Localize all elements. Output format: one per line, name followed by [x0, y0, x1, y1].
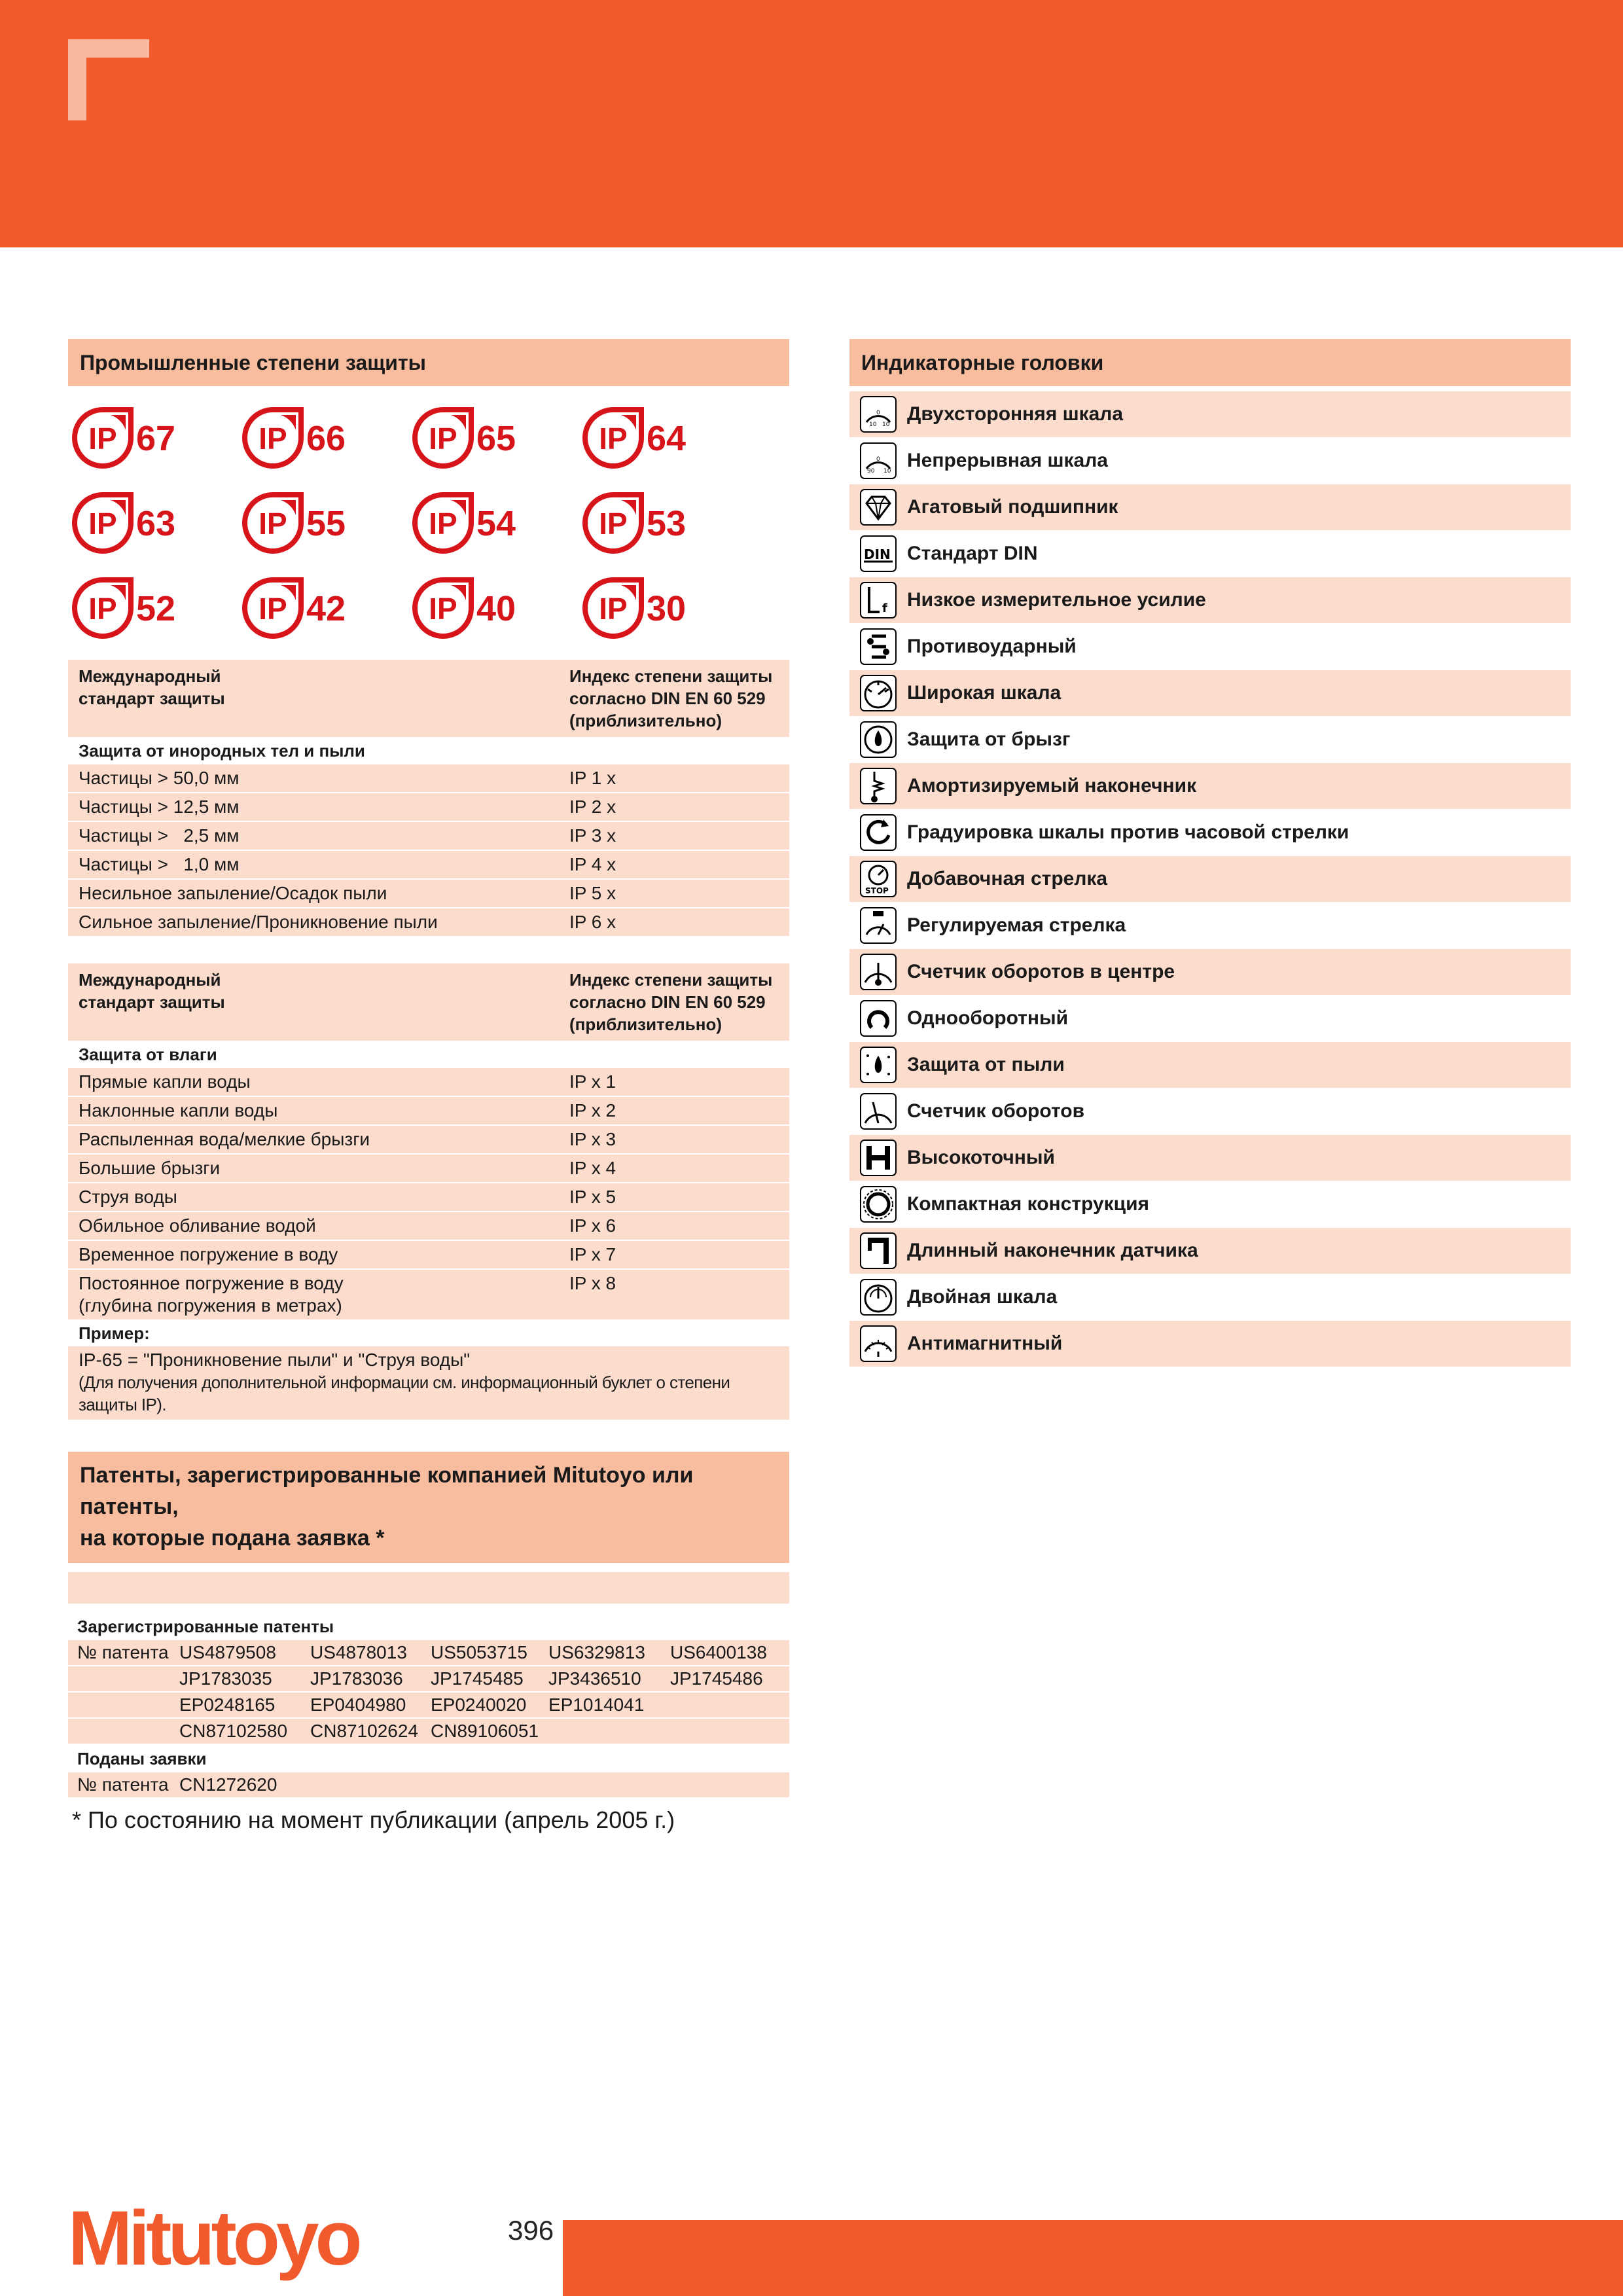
- continuous-scale-icon: [860, 442, 897, 479]
- table-row: [68, 1240, 789, 1269]
- patent-number: JP1783035: [179, 1668, 272, 1689]
- table-cell: Струя воды: [68, 1183, 559, 1211]
- table-cell: IP 1 x: [559, 764, 789, 793]
- cushioned-tip-icon: [860, 768, 897, 804]
- table-cell: Частицы > 12,5 мм: [68, 793, 559, 821]
- table-cell: IP x 5: [559, 1183, 789, 1211]
- svg-text:10: 10: [882, 422, 890, 428]
- patent-number: CN89106051: [431, 1721, 539, 1741]
- indicator-item: [849, 717, 1571, 762]
- indicator-item: [849, 996, 1571, 1041]
- patent-number: [670, 1693, 798, 1717]
- table-row: [68, 1125, 789, 1154]
- table2-header-left: Международный стандарт защиты: [68, 963, 559, 1041]
- ip-badge-number: 65: [476, 419, 516, 458]
- indicator-item-label: Добавочная стрелка: [907, 868, 1108, 889]
- indicator-item-label: Низкое измерительное усилие: [907, 589, 1206, 611]
- indicator-item: [849, 763, 1571, 809]
- table-cell: Частицы > 50,0 мм: [68, 764, 559, 793]
- patent-no-label: [77, 1666, 179, 1691]
- indicator-item: [849, 391, 1571, 437]
- ip-badge-prefix: IP: [599, 507, 628, 541]
- table-row: [68, 1096, 789, 1125]
- patent-number: EP1014041: [548, 1695, 645, 1715]
- wide-scale-icon: [860, 675, 897, 711]
- indicator-item-label: Антимагнитный: [907, 1333, 1063, 1354]
- ip-badge: [408, 573, 579, 643]
- ip-badge: [238, 488, 408, 558]
- splash-proof-icon: [860, 721, 897, 758]
- table-row: [68, 1183, 789, 1211]
- ip-badge-prefix: IP: [259, 422, 287, 456]
- ip-badge-graphic: [408, 403, 546, 473]
- pending-patents-label: Поданы заявки: [77, 1749, 207, 1768]
- table-cell: Постоянное погружение в воду (глубина погружения в метрах): [68, 1269, 559, 1320]
- stop-pointer-icon: [860, 861, 897, 897]
- patent-number: CN87102580: [179, 1721, 288, 1741]
- ccw-graduation-icon: [860, 814, 897, 851]
- high-precision-icon: [860, 1139, 897, 1176]
- ip-badge-number: 42: [306, 589, 346, 628]
- table-cell: Наклонные капли воды: [68, 1096, 559, 1125]
- svg-text:0: 0: [876, 456, 880, 463]
- table-cell: IP x 4: [559, 1154, 789, 1183]
- patent-number: CN87102624: [310, 1721, 419, 1741]
- adjustable-pointer-icon: [860, 907, 897, 944]
- top-banner: [0, 0, 1623, 247]
- table-cell: IP x 3: [559, 1125, 789, 1154]
- indicator-item: [849, 1135, 1571, 1181]
- indicator-item: [849, 903, 1571, 948]
- indicator-item: [849, 438, 1571, 484]
- indicator-item-label: Градуировка шкалы против часовой стрелки: [907, 821, 1349, 843]
- ip-badge-graphic: [68, 573, 205, 643]
- ip-badge-number: 67: [136, 419, 176, 458]
- ip-badge-number: 30: [647, 589, 687, 628]
- svg-text:Mitutoyo: Mitutoyo: [68, 2195, 359, 2282]
- mitutoyo-logo: [68, 2191, 395, 2283]
- registered-patents-table: [68, 1640, 789, 1745]
- table-cell: Большие брызги: [68, 1154, 559, 1183]
- table-cell: IP 5 x: [559, 879, 789, 908]
- antimagnetic-icon: [860, 1325, 897, 1362]
- table-cell: IP 4 x: [559, 850, 789, 879]
- ip-badge-prefix: IP: [259, 592, 287, 626]
- ip-badge-graphic: [579, 403, 716, 473]
- table-cell: Распыленная вода/мелкие брызги: [68, 1125, 559, 1154]
- indicator-item-label: Регулируемая стрелка: [907, 914, 1126, 936]
- water-protection-table: [68, 963, 789, 1321]
- table2-group-label: Защита от влаги: [68, 1041, 789, 1068]
- indicator-item: [849, 484, 1571, 530]
- ip-badge-number: 63: [136, 504, 176, 543]
- ip-badge-graphic: [408, 488, 546, 558]
- indicator-item-label: Счетчик оборотов: [907, 1100, 1085, 1122]
- ip-badge-graphic: [408, 573, 546, 643]
- svg-text:f: f: [882, 601, 887, 615]
- indicator-section: [849, 339, 1571, 1367]
- ip-badge-graphic: [238, 488, 376, 558]
- dust-protection-table: [68, 660, 789, 937]
- pending-patents-table: [68, 1772, 789, 1799]
- ip-badge-number: 53: [647, 504, 687, 543]
- indicator-item-label: Противоударный: [907, 636, 1077, 657]
- example-label: Пример:: [79, 1323, 150, 1343]
- footer-band: [563, 2220, 1623, 2296]
- low-force-icon: [860, 582, 897, 619]
- ip-badge-number: 55: [306, 504, 346, 543]
- patents-section: [68, 1452, 789, 1834]
- ip-badge-grid: [68, 403, 789, 643]
- page-number: 396: [508, 2215, 554, 2246]
- patent-number: US4878013: [310, 1642, 407, 1662]
- ip-badge-number: 64: [647, 419, 687, 458]
- indicator-item: [849, 1274, 1571, 1320]
- ip-section: [68, 339, 789, 1420]
- indicator-item-label: Двухсторонняя шкала: [907, 403, 1124, 425]
- indicator-item: [849, 810, 1571, 855]
- table-cell: Частицы > 2,5 мм: [68, 821, 559, 850]
- indicator-item-label: Стандарт DIN: [907, 543, 1038, 564]
- table-cell: IP x 2: [559, 1096, 789, 1125]
- indicator-item: [849, 1321, 1571, 1367]
- ip-badge: [68, 573, 238, 643]
- long-stem-icon: [860, 1232, 897, 1269]
- ip-badge-number: 66: [306, 419, 346, 458]
- table-cell: IP x 7: [559, 1240, 789, 1269]
- patent-number: JP3436510: [548, 1668, 641, 1689]
- table-cell: IP x 8: [559, 1269, 789, 1320]
- indicator-item: [849, 624, 1571, 670]
- patent-no-label: [77, 1719, 179, 1744]
- ip-badge-number: 52: [136, 589, 176, 628]
- table-row: [68, 821, 789, 850]
- patent-row: [68, 1772, 789, 1799]
- ip-badge: [408, 488, 579, 558]
- table-cell: IP x 6: [559, 1211, 789, 1240]
- svg-text:STOP: STOP: [865, 886, 889, 895]
- svg-text:10: 10: [883, 468, 891, 475]
- table-row: [68, 850, 789, 879]
- indicator-item-label: Амортизируемый наконечник: [907, 775, 1197, 797]
- table-row: [68, 1068, 789, 1096]
- indicator-item-label: Компактная конструкция: [907, 1193, 1150, 1215]
- ip-badge: [579, 573, 749, 643]
- indicator-item-label: Длинный наконечник датчика: [907, 1240, 1198, 1261]
- indicator-item-label: Агатовый подшипник: [907, 496, 1118, 518]
- ip-badge: [238, 403, 408, 473]
- ip-badge: [68, 403, 238, 473]
- indicator-list: [849, 391, 1571, 1367]
- table-cell: IP 2 x: [559, 793, 789, 821]
- table-cell: IP x 1: [559, 1068, 789, 1096]
- indicator-item: [849, 949, 1571, 995]
- table-row: [68, 1211, 789, 1240]
- table1-header-left: Международный стандарт защиты: [68, 660, 559, 737]
- indicator-section-title: Индикаторные головки: [849, 339, 1571, 386]
- revolution-counter-icon: [860, 1093, 897, 1130]
- indicator-item-label: Счетчик оборотов в центре: [907, 961, 1175, 982]
- svg-text:0: 0: [876, 410, 880, 416]
- table-cell: Прямые капли воды: [68, 1068, 559, 1096]
- patents-spacer: [68, 1572, 789, 1604]
- table-row: [68, 879, 789, 908]
- ip-badge-graphic: [238, 403, 376, 473]
- ip-badge: [68, 488, 238, 558]
- center-counter-icon: [860, 954, 897, 990]
- patent-number: JP1745485: [431, 1668, 524, 1689]
- indicator-item-label: Высокоточный: [907, 1147, 1055, 1168]
- ip-badge-prefix: IP: [599, 422, 628, 456]
- patent-no-label: [77, 1693, 179, 1717]
- patent-number: [548, 1719, 670, 1744]
- din-icon: [860, 535, 897, 572]
- patents-footnote: * По состоянию на момент публикации (апрель 2005 г.): [72, 1806, 675, 1833]
- dust-proof-icon: [860, 1047, 897, 1083]
- patent-number: EP0404980: [310, 1695, 406, 1715]
- ip-badge-prefix: IP: [88, 422, 117, 456]
- patent-number: US4879508: [179, 1642, 276, 1662]
- compact-icon: [860, 1186, 897, 1223]
- patent-number: [670, 1719, 798, 1744]
- indicator-item-label: Двойная шкала: [907, 1286, 1058, 1308]
- example-text: IP-65 = "Проникновение пыли" и "Струя воды": [79, 1350, 471, 1370]
- table-cell: IP 6 x: [559, 908, 789, 937]
- patent-number: EP0240020: [431, 1695, 527, 1715]
- svg-text:90: 90: [867, 468, 875, 475]
- table1-header-right: Индекс степени защиты согласно DIN EN 60 529 (приблизительно): [559, 660, 789, 737]
- ip-section-title: Промышленные степени защиты: [68, 339, 789, 386]
- ip-badge-prefix: IP: [429, 422, 457, 456]
- table-row: [68, 793, 789, 821]
- corner-mark: [68, 39, 149, 120]
- ip-badge: [408, 403, 579, 473]
- svg-text:DIN: DIN: [864, 547, 891, 562]
- patent-row: [68, 1693, 789, 1719]
- table-cell: Обильное обливание водой: [68, 1211, 559, 1240]
- patent-number: US5053715: [431, 1642, 527, 1662]
- ip-badge-graphic: [238, 573, 376, 643]
- ip-badge-prefix: IP: [599, 592, 628, 626]
- ip-badge-prefix: IP: [88, 507, 117, 541]
- indicator-item-label: Защита от пыли: [907, 1054, 1065, 1075]
- ip-badge: [238, 573, 408, 643]
- ip-badge-graphic: [579, 573, 716, 643]
- ip-badge-graphic: [579, 488, 716, 558]
- ip-badge-number: 40: [476, 589, 516, 628]
- svg-text:10: 10: [869, 422, 877, 428]
- ip-badge-number: 54: [476, 504, 516, 543]
- patents-section-title: Патенты, зарегистрированные компанией Mitutoyo или патенты, на которые подана заявка *: [68, 1452, 789, 1563]
- indicator-item: [849, 531, 1571, 577]
- patent-number: JP1745486: [670, 1668, 763, 1689]
- indicator-item-label: Широкая шкала: [907, 682, 1061, 704]
- agate-bearing-icon: [860, 489, 897, 526]
- indicator-item: [849, 670, 1571, 716]
- ip-badge-prefix: IP: [88, 592, 117, 626]
- one-revolution-icon: [860, 1000, 897, 1037]
- shockproof-icon: [860, 628, 897, 665]
- patent-number: US6329813: [548, 1642, 645, 1662]
- example-note: (Для получения дополнительной информации см. информационный буклет о степени защиты IP).: [79, 1372, 730, 1414]
- table-cell: Временное погружение в воду: [68, 1240, 559, 1269]
- indicator-item: [849, 1228, 1571, 1274]
- patent-row: [68, 1640, 789, 1666]
- table2-header-right: Индекс степени защиты согласно DIN EN 60 529 (приблизительно): [559, 963, 789, 1041]
- ip-badge-prefix: IP: [259, 507, 287, 541]
- ip-badge: [579, 403, 749, 473]
- indicator-item-label: Непрерывная шкала: [907, 450, 1108, 471]
- table-row: [68, 764, 789, 793]
- patent-no-label: № патента: [77, 1774, 169, 1795]
- dual-scale-icon: [860, 396, 897, 433]
- indicator-item-label: Защита от брызг: [907, 728, 1071, 750]
- patent-no-label: № патента: [77, 1642, 169, 1662]
- ip-badge-graphic: [68, 403, 205, 473]
- double-scale-icon: [860, 1279, 897, 1316]
- indicator-item: [849, 856, 1571, 902]
- patent-number: JP1783036: [310, 1668, 403, 1689]
- ip-badge-graphic: [68, 488, 205, 558]
- registered-patents-label: Зарегистрированные патенты: [77, 1617, 334, 1636]
- patent-number: EP0248165: [179, 1695, 276, 1715]
- indicator-item: [849, 1181, 1571, 1227]
- table-row: [68, 908, 789, 937]
- table-cell: IP 3 x: [559, 821, 789, 850]
- indicator-item: [849, 1088, 1571, 1134]
- indicator-item: [849, 1042, 1571, 1088]
- table1-group-label: Защита от инородных тел и пыли: [68, 737, 789, 764]
- example-box: [68, 1346, 789, 1420]
- table-cell: Частицы > 1,0 мм: [68, 850, 559, 879]
- ip-badge-prefix: IP: [429, 592, 457, 626]
- ip-badge: [579, 488, 749, 558]
- patent-row: [68, 1719, 789, 1745]
- patent-row: [68, 1666, 789, 1693]
- table-row: [68, 1269, 789, 1320]
- indicator-item: [849, 577, 1571, 623]
- table-cell: Сильное запыление/Проникновение пыли: [68, 908, 559, 937]
- patent-number: US6400138: [670, 1642, 767, 1662]
- indicator-item-label: Однооборотный: [907, 1007, 1069, 1029]
- table-cell: Несильное запыление/Осадок пыли: [68, 879, 559, 908]
- ip-badge-prefix: IP: [429, 507, 457, 541]
- table-row: [68, 1154, 789, 1183]
- patent-number: CN1272620: [179, 1774, 277, 1795]
